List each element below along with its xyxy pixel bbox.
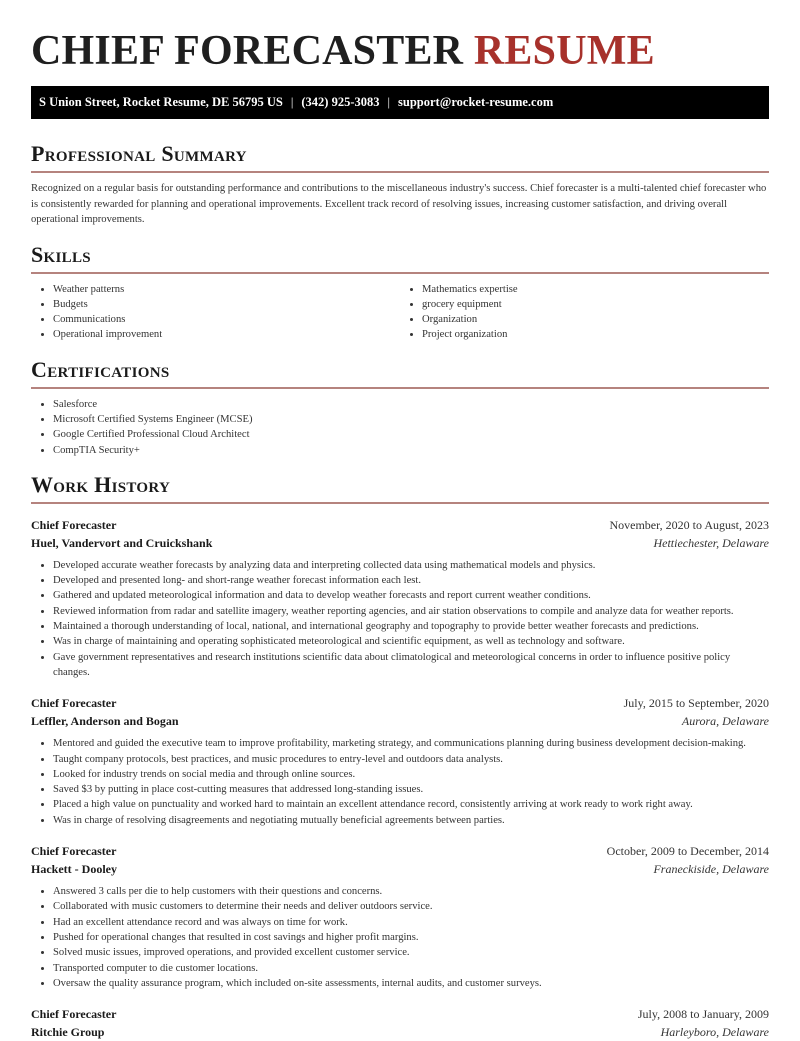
- skill-item: • Project organization: [422, 327, 769, 342]
- job-company: Leffler, Anderson and Bogan: [31, 714, 179, 729]
- skills-grid: [31, 274, 769, 343]
- job-title: Chief Forecaster: [31, 696, 117, 711]
- contact-phone[interactable]: (342) 925-3083: [301, 95, 380, 109]
- job-location: Hettiechester, Delaware: [653, 535, 769, 550]
- skill-item: • Operational improvement: [53, 327, 400, 342]
- section-heading-skills: Skills: [31, 241, 91, 267]
- skills-section: [31, 242, 769, 343]
- job-bullet: • Saved $3 by putting in place cost-cutting measures that addressed long-standing issues.: [53, 782, 769, 797]
- certifications-section: [31, 357, 769, 458]
- skill-item: • Communications: [53, 312, 400, 327]
- job-location: Aurora, Delaware: [681, 714, 769, 729]
- job-entry: [31, 842, 769, 991]
- skill-item: • Weather patterns: [53, 282, 400, 297]
- certification-item: • Google Certified Professional Cloud Architect: [53, 427, 769, 442]
- skill-item: • Mathematics expertise: [422, 282, 769, 297]
- job-bullet: • Was in charge of maintaining and operating sophisticated meteorological and scientific equipment, as well as technology and software.: [53, 634, 769, 649]
- job-bullet: • Oversaw the quality assurance program, which included on-site assessments, internal audits, and customer surveys.: [53, 976, 769, 991]
- job-title: Chief Forecaster: [31, 1007, 117, 1022]
- job-bullet: • Collaborated with music customers to determine their needs and deliver outdoors service.: [53, 899, 769, 914]
- section-divider: [31, 502, 769, 504]
- job-bullet: • Gave government representatives and research institutions scientific data about climatological and meteorological concerns in order to influence positive policy changes.: [53, 650, 769, 681]
- job-location: Harleyboro, Delaware: [660, 1025, 769, 1040]
- job-bullet: • Looked for industry trends on social media and through online sources.: [53, 767, 769, 782]
- skills-list-right: [400, 282, 769, 343]
- contact-email[interactable]: support@rocket-resume.com: [398, 95, 554, 109]
- job-bullet: • Solved music issues, improved operations, and provided excellent customer service.: [53, 945, 769, 960]
- job-company: Ritchie Group: [31, 1025, 105, 1040]
- job-bullet: • Developed accurate weather forecasts by analyzing data and interpreting collected data using mathematical models and physics.: [53, 558, 769, 573]
- contact-bar: [31, 86, 769, 119]
- job-bullet: • Answered 3 calls per die to help customers with their questions and concerns.: [53, 884, 769, 899]
- skill-item: • Organization: [422, 312, 769, 327]
- section-heading-work-history: Work History: [31, 471, 171, 497]
- job-bullet: • Pushed for operational changes that resulted in cost savings and higher profit margins.: [53, 930, 769, 945]
- job-bullets: [31, 736, 769, 828]
- job-bullet: • Gathered and updated meteorological information and data to develop weather forecasts and report current weather conditions.: [53, 588, 769, 603]
- job-location: Franeckiside, Delaware: [653, 862, 769, 877]
- resume-title: [31, 0, 769, 74]
- summary-section: [31, 141, 769, 228]
- job-bullet: • Taught company protocols, best practices, and music procedures to entry-level and outdoors data analysts.: [53, 752, 769, 767]
- skills-list-left: [31, 282, 400, 343]
- certification-item: • Microsoft Certified Systems Engineer (MCSE): [53, 412, 769, 427]
- title-main: CHIEF FORECASTER: [31, 28, 464, 74]
- job-entry: [31, 694, 769, 828]
- skill-item: • Budgets: [53, 297, 400, 312]
- job-title: Chief Forecaster: [31, 844, 117, 859]
- work-history-section: [31, 472, 769, 1041]
- contact-address: S Union Street, Rocket Resume, DE 56795 US: [39, 95, 283, 109]
- job-dates: July, 2008 to January, 2009: [637, 1007, 769, 1022]
- job-dates: October, 2009 to December, 2014: [606, 844, 769, 859]
- contact-separator: |: [387, 95, 391, 109]
- job-bullet: • Transported computer to die customer locations.: [53, 961, 769, 976]
- section-heading-certifications: Certifications: [31, 356, 170, 382]
- job-bullet: • Developed and presented long- and short-range weather forecast information each lest.: [53, 573, 769, 588]
- job-dates: November, 2020 to August, 2023: [609, 517, 769, 532]
- job-bullet: • Was in charge of resolving disagreements and negotiating mutually beneficial agreements between parties.: [53, 813, 769, 828]
- certification-item: • Salesforce: [53, 397, 769, 412]
- job-dates: July, 2015 to September, 2020: [623, 696, 769, 711]
- job-bullets: [31, 884, 769, 991]
- job-bullet: • Reviewed information from radar and satellite imagery, weather reporting agencies, and air station observations to compile and analyze data for weather reports.: [53, 604, 769, 619]
- job-bullet: • Had an excellent attendance record and was always on time for work.: [53, 915, 769, 930]
- certification-item: • CompTIA Security+: [53, 443, 769, 458]
- job-bullets: [31, 558, 769, 680]
- section-divider: [31, 171, 769, 173]
- title-accent: RESUME: [473, 28, 655, 74]
- job-entry: [31, 1005, 769, 1041]
- contact-separator: |: [290, 95, 294, 109]
- section-divider: [31, 387, 769, 389]
- skill-item: • grocery equipment: [422, 297, 769, 312]
- job-bullet: • Mentored and guided the executive team to improve profitability, marketing strategy, and communications planning during business development decision-making.: [53, 736, 769, 751]
- job-bullet: • Maintained a thorough understanding of local, national, and international geography and topography to provide better weather forecasts and predictions.: [53, 619, 769, 634]
- job-bullet: • Placed a high value on punctuality and worked hard to maintain an excellent attendance record, consistently arriving at work ready to work right away.: [53, 797, 769, 812]
- section-heading-summary: Professional Summary: [31, 141, 247, 166]
- job-entry: [31, 516, 769, 680]
- certifications-list: [31, 397, 769, 458]
- job-company: Hackett - Dooley: [31, 862, 117, 877]
- job-company: Huel, Vandervort and Cruickshank: [31, 535, 213, 550]
- job-title: Chief Forecaster: [31, 517, 117, 532]
- summary-text: Recognized on a regular basis for outstanding performance and contributions to the miscellaneous industry's success. Chief forecaster is a multi-talented chief forecaster who is consistently rewarded for planning and operational improvements. Excellent track record of resolving issues, increasing customer satisfaction, and driving overall operational improvements.: [31, 183, 767, 225]
